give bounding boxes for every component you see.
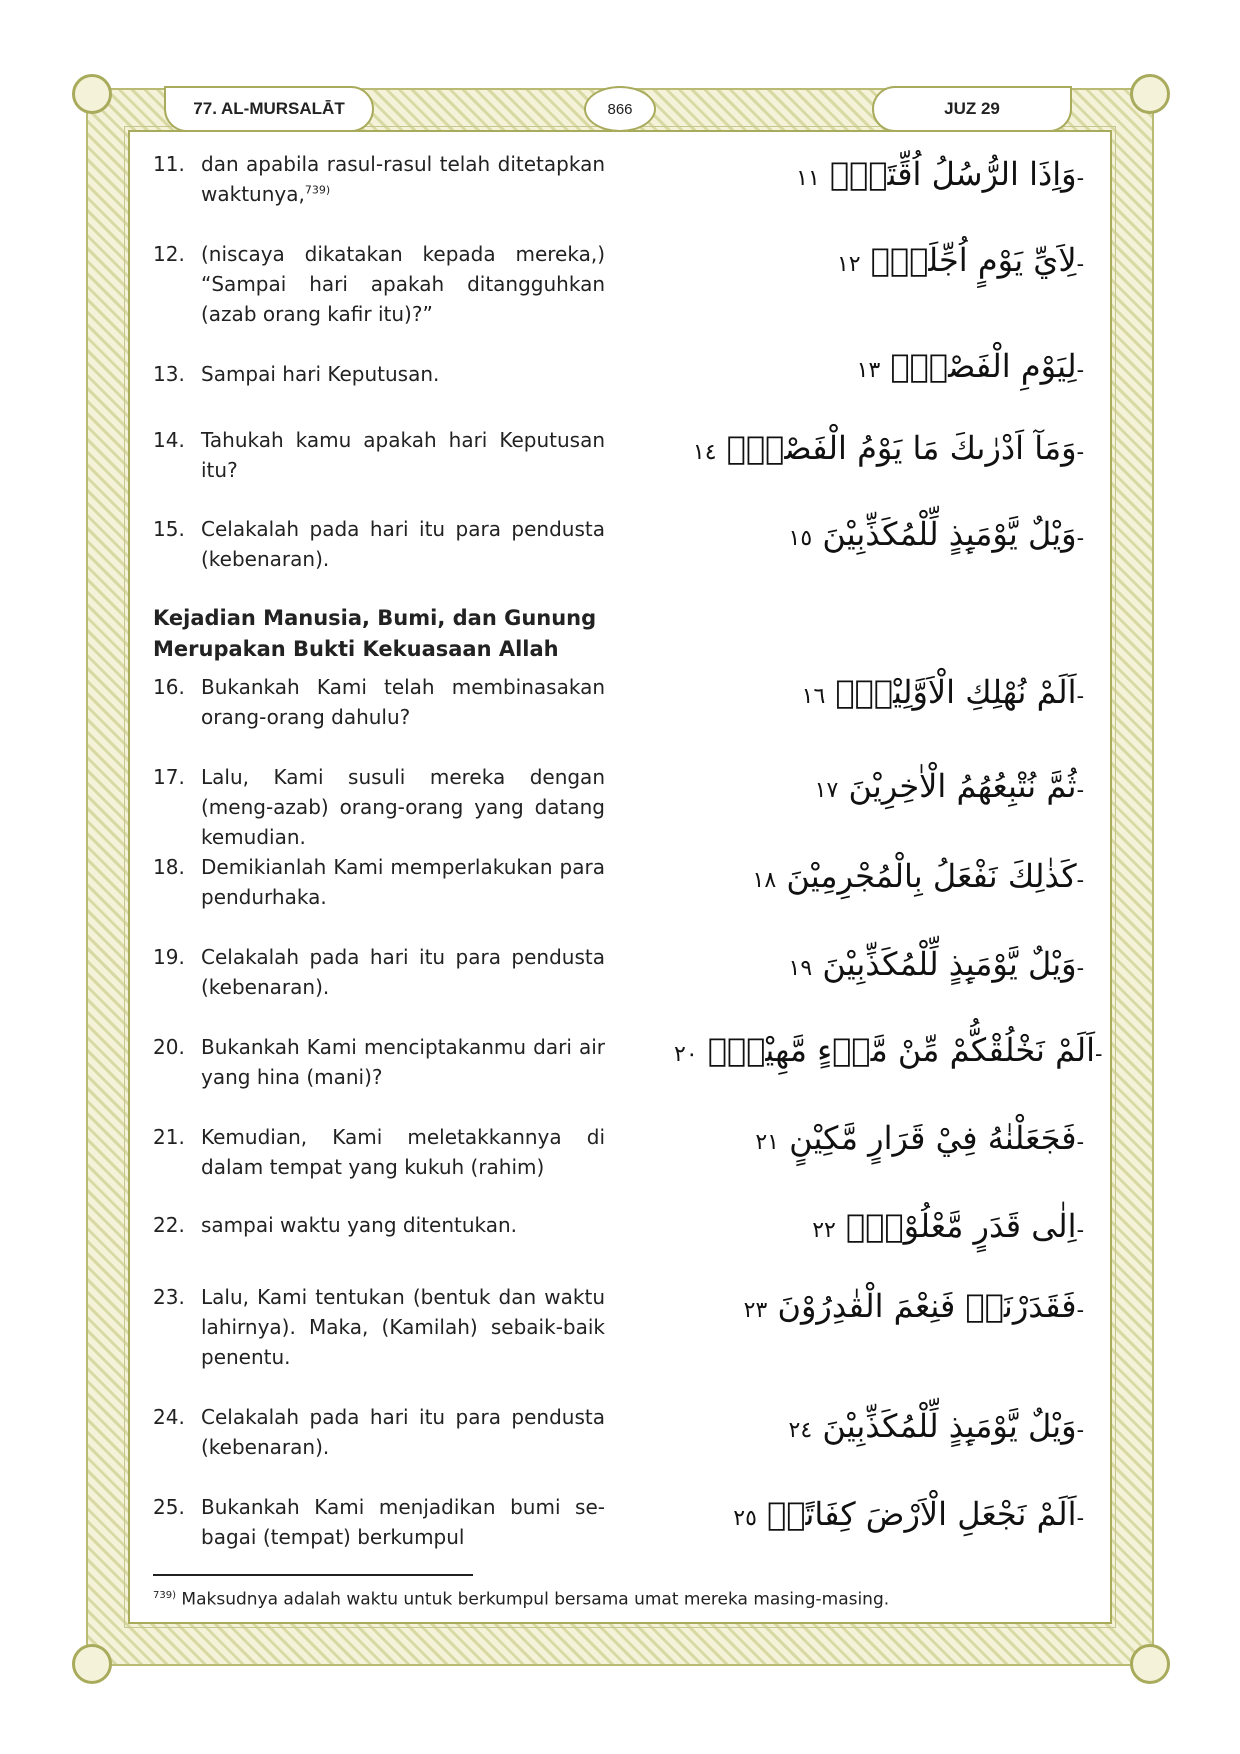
verse-text: Celakalah pada hari itu para pendusta (kebenaran).	[201, 517, 605, 571]
verse-text: dan apabila rasul-rasul telah ditetapkan waktunya,	[201, 152, 605, 206]
translation-23	[153, 1282, 605, 1372]
verse-text: Tahukah kamu apakah hari Keputusan itu?	[201, 428, 605, 482]
verse-text: Sampai hari Keputusan.	[201, 362, 440, 386]
verse-number: 17.	[153, 765, 185, 789]
section-heading	[153, 603, 613, 665]
juz-label: JUZ 29	[872, 86, 1072, 132]
footnote	[153, 1584, 1053, 1612]
arabic-text: وَيْلٌ يَّوْمَىِٕذٍ لِّلْمُكَذِّبِيْنَ	[822, 1407, 1077, 1445]
verse-number: 23.	[153, 1285, 185, 1309]
arabic-text: اَلَمْ نَخْلُقْكُّمْ مِّنْ مَّاۤءٍ مَّهِيْنٍۙ	[707, 1031, 1095, 1069]
verse-text: Celakalah pada hari itu para pendusta (kebenaran).	[201, 1405, 605, 1459]
arabic-verse-number: ٢٢-	[812, 1218, 1084, 1243]
arabic-verse-21	[664, 1116, 1084, 1165]
arabic-text: وَاِذَا الرُّسُلُ اُقِّتَتْۗ	[829, 155, 1077, 193]
section-heading-line: Merupakan Bukti Kekuasaan Allah	[153, 637, 559, 661]
arabic-verse-number: ١٦-	[801, 684, 1084, 709]
arabic-verse-24	[664, 1404, 1084, 1453]
verse-number: 22.	[153, 1213, 185, 1237]
arabic-verse-18	[664, 854, 1084, 903]
arabic-verse-12	[664, 238, 1084, 287]
section-heading-line: Kejadian Manusia, Bumi, dan Gunung	[153, 606, 597, 630]
translation-20	[153, 1032, 605, 1092]
arabic-verse-25	[664, 1492, 1084, 1541]
verse-text: Lalu, Kami susuli mereka dengan (meng-azab) orang-orang yang datang kemudian.	[201, 765, 605, 849]
arabic-text: وَيْلٌ يَّوْمَىِٕذٍ لِّلْمُكَذِّبِيْنَ	[822, 945, 1077, 983]
verse-number: 16.	[153, 675, 185, 699]
arabic-verse-16	[664, 670, 1084, 719]
translation-14	[153, 425, 605, 485]
translation-17	[153, 762, 605, 852]
verse-text: (niscaya dikatakan kepada mereka,) “Sampai hari apakah ditangguhkan (azab orang kafir itu)?”	[201, 242, 605, 326]
verse-number: 19.	[153, 945, 185, 969]
arabic-verse-number: ١١-	[796, 166, 1084, 191]
arabic-verse-number: ١٧-	[814, 778, 1084, 803]
arabic-text: لِاَيِّ يَوْمٍ اُجِّلَتْۗ	[870, 241, 1077, 279]
arabic-verse-number: ١٢-	[836, 252, 1084, 277]
arabic-verse-number: ٢٠-	[674, 1042, 1103, 1067]
arabic-verse-number: ٢٤-	[788, 1418, 1084, 1443]
verse-number: 24.	[153, 1405, 185, 1429]
footnote-marker: 739)	[153, 1590, 176, 1601]
corner-ornament	[1130, 74, 1170, 114]
arabic-text: اَلَمْ نُهْلِكِ الْاَوَّلِيْنَۗ	[835, 673, 1077, 711]
arabic-verse-number: ١٨-	[752, 868, 1084, 893]
arabic-verse-20	[664, 1028, 1103, 1077]
verse-number: 11.	[153, 152, 185, 176]
verse-text: Bukankah Kami menciptakanmu dari air yang hina (mani)?	[201, 1035, 605, 1089]
surah-title: 77. AL-MURSALĀT	[164, 86, 374, 132]
translation-22	[153, 1210, 605, 1240]
translation-11	[153, 149, 605, 209]
arabic-verse-number: ٢١-	[755, 1130, 1084, 1155]
verse-number: 25.	[153, 1495, 185, 1519]
verse-number: 20.	[153, 1035, 185, 1059]
arabic-text: وَيْلٌ يَّوْمَىِٕذٍ لِّلْمُكَذِّبِيْنَ	[822, 515, 1077, 553]
arabic-verse-22	[664, 1204, 1084, 1253]
verse-number: 14.	[153, 428, 185, 452]
translation-15	[153, 514, 605, 574]
arabic-verse-number: ١٩-	[788, 956, 1084, 981]
arabic-text: وَمَآ اَدْرٰىكَ مَا يَوْمُ الْفَصْلِۗ	[726, 429, 1077, 467]
translation-25	[153, 1492, 605, 1552]
arabic-text: كَذٰلِكَ نَفْعَلُ بِالْمُجْرِمِيْنَ	[786, 857, 1077, 895]
arabic-verse-14	[664, 426, 1084, 475]
corner-ornament	[72, 74, 112, 114]
arabic-verse-19	[664, 942, 1084, 991]
verse-text: Demikianlah Kami memperlakukan para pendurhaka.	[201, 855, 605, 909]
verse-text: sampai waktu yang ditentukan.	[201, 1213, 518, 1237]
arabic-verse-number: ٢٥-	[733, 1506, 1084, 1531]
corner-ornament	[1130, 1644, 1170, 1684]
corner-ornament	[72, 1644, 112, 1684]
arabic-text: اَلَمْ نَجْعَلِ الْاَرْضَ كِفَاتًاۙ	[767, 1495, 1077, 1533]
arabic-verse-number: ١٣-	[856, 358, 1084, 383]
translation-19	[153, 942, 605, 1002]
arabic-text: اِلٰى قَدَرٍ مَّعْلُوْمٍۙ	[846, 1207, 1077, 1245]
arabic-verse-17	[664, 764, 1084, 813]
verse-text: Kemudian, Kami meletakkannya di dalam tempat yang kukuh (rahim)	[201, 1125, 605, 1179]
translation-12	[153, 239, 605, 329]
verse-text: Bukankah Kami menjadikan bumi se-bagai (tempat) berkumpul	[201, 1495, 605, 1549]
arabic-verse-13	[664, 344, 1084, 393]
page-number: 866	[584, 86, 656, 132]
arabic-text: ثُمَّ نُتْبِعُهُمُ الْاٰخِرِيْنَ	[848, 767, 1077, 805]
verse-number: 18.	[153, 855, 185, 879]
arabic-verse-23	[664, 1284, 1084, 1333]
translation-24	[153, 1402, 605, 1462]
verse-text: Lalu, Kami tentukan (bentuk dan waktu lahirnya). Maka, (Kamilah) sebaik-baik penentu.	[201, 1285, 605, 1369]
arabic-verse-number: ١٤-	[692, 440, 1084, 465]
arabic-verse-number: ١٥-	[788, 526, 1084, 551]
verse-text: Bukankah Kami telah membinasakan orang-orang dahulu?	[201, 675, 605, 729]
verse-number: 21.	[153, 1125, 185, 1149]
translation-16	[153, 672, 605, 732]
arabic-verse-11	[664, 152, 1084, 201]
arabic-text: فَجَعَلْنٰهُ فِيْ قَرَارٍ مَّكِيْنٍ	[789, 1119, 1077, 1157]
arabic-text: فَقَدَرْنَاۖ فَنِعْمَ الْقٰدِرُوْنَ	[777, 1287, 1077, 1325]
footnote-marker: 739)	[304, 183, 331, 197]
translation-21	[153, 1122, 605, 1182]
footnote-text: Maksudnya adalah waktu untuk berkumpul bersama umat mereka masing-masing.	[181, 1589, 890, 1610]
arabic-text: لِيَوْمِ الْفَصْلِۚ	[890, 347, 1077, 385]
arabic-verse-number: ٢٣-	[743, 1298, 1084, 1323]
verse-number: 15.	[153, 517, 185, 541]
arabic-verse-15	[664, 512, 1084, 561]
verse-number: 12.	[153, 242, 185, 266]
translation-18	[153, 852, 605, 912]
footnote-divider	[153, 1574, 473, 1576]
verse-text: Celakalah pada hari itu para pendusta (kebenaran).	[201, 945, 605, 999]
translation-13	[153, 359, 605, 389]
verse-number: 13.	[153, 362, 185, 386]
